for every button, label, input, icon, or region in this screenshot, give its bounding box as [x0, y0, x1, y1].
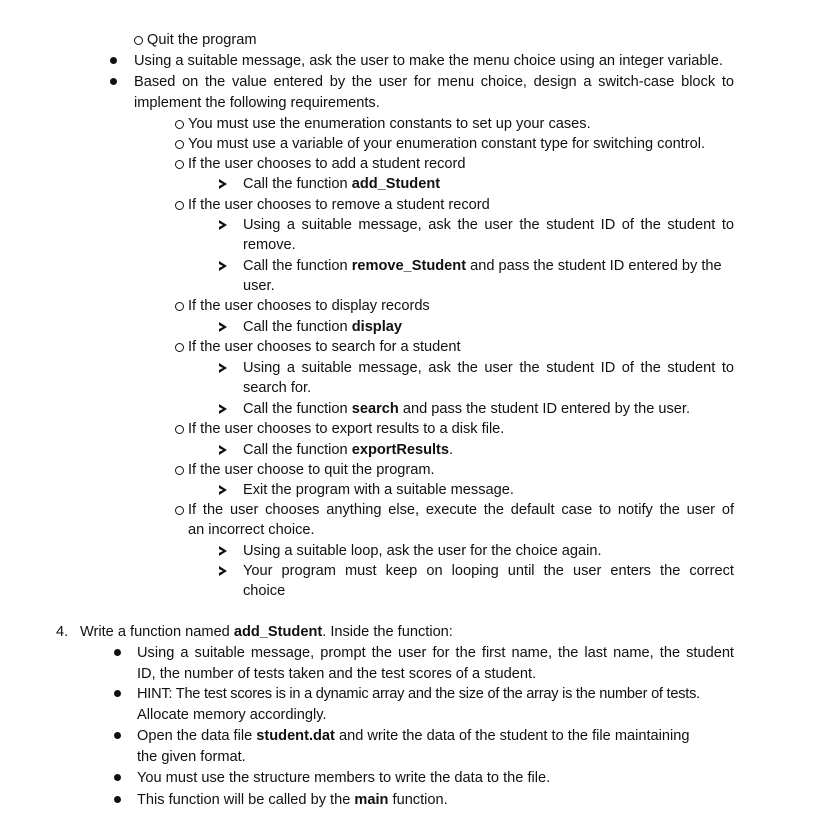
list-number: 4.: [56, 624, 69, 640]
text: Call the function: [243, 176, 352, 192]
text: Call the function: [243, 442, 352, 458]
line-ask-id-search-cont: search for.: [243, 380, 312, 396]
line-call-remove-student-cont: user.: [243, 278, 275, 294]
text: Call the function: [243, 401, 352, 417]
line-ask-id-search: Using a suitable message, ask the user the student ID of the student to: [243, 360, 734, 376]
circle-bullet-icon: [175, 302, 184, 311]
text: Call the function: [243, 319, 352, 335]
circle-bullet-icon: [175, 201, 184, 210]
arrow-bullet-icon: [219, 404, 227, 414]
line-open-file: [137, 726, 689, 746]
line-quit-choice: If the user choose to quit the program.: [188, 462, 435, 478]
arrow-bullet-icon: [219, 546, 227, 556]
bullet-icon: [114, 649, 121, 656]
bullet-icon: [110, 57, 117, 64]
line-display-records: If the user chooses to display records: [188, 298, 430, 314]
text: .: [449, 442, 454, 458]
line-exit-program: Exit the program with a suitable message.: [243, 482, 514, 498]
line-structure-members: You must use the structure members to write the data to the file.: [137, 770, 551, 786]
line-call-display: [243, 317, 402, 337]
line-write-add-student: [80, 622, 453, 642]
line-switch-case: Based on the value entered by the user for menu choice, design a switch-case block to: [134, 74, 734, 90]
arrow-bullet-icon: [219, 261, 227, 271]
bullet-icon: [114, 796, 121, 803]
arrow-bullet-icon: [219, 322, 227, 332]
line-keep-looping-cont: choice: [243, 583, 286, 599]
line-prompt-user-cont: ID, the number of tests taken and the test scores of a student.: [137, 666, 537, 682]
bullet-icon: [114, 774, 121, 781]
line-export-results: If the user chooses to export results to a disk file.: [188, 421, 505, 437]
text: and pass the student ID entered by the: [466, 258, 722, 274]
text: and write the data of the student to the file maintaining: [334, 728, 690, 744]
line-add-record: If the user chooses to add a student record: [188, 156, 466, 172]
line-enum-variable: You must use a variable of your enumeration constant type for switching control.: [188, 136, 706, 152]
arrow-bullet-icon: [219, 445, 227, 455]
line-keep-looping: Your program must keep on looping until the user enters the correct: [243, 563, 734, 579]
arrow-bullet-icon: [219, 566, 227, 576]
circle-bullet-icon: [175, 160, 184, 169]
circle-bullet-icon: [175, 140, 184, 149]
line-enum-constants: You must use the enumeration constants to set up your cases.: [188, 116, 591, 132]
line-quit-program: Quit the program: [147, 32, 257, 48]
text: and pass the student ID entered by the user.: [398, 401, 691, 417]
circle-bullet-icon: [175, 466, 184, 475]
text: . Inside the function:: [322, 624, 453, 640]
function-name: remove_Student: [351, 258, 467, 274]
line-loop-ask: Using a suitable loop, ask the user for the choice again.: [243, 543, 602, 559]
line-call-export: [243, 440, 453, 460]
circle-bullet-icon: [175, 343, 184, 352]
line-switch-case-cont: implement the following requirements.: [134, 95, 380, 111]
function-name: add_Student: [233, 624, 323, 640]
text: This function will be called by the: [137, 792, 355, 808]
bullet-icon: [110, 78, 117, 85]
arrow-bullet-icon: [219, 363, 227, 373]
circle-bullet-icon: [175, 120, 184, 129]
circle-bullet-icon: [175, 425, 184, 434]
line-ask-id-remove: Using a suitable message, ask the user the student ID of the student to: [243, 217, 734, 233]
line-menu-choice: Using a suitable message, ask the user to make the menu choice using an integer variable.: [134, 53, 723, 69]
line-called-by-main: [137, 790, 448, 810]
line-call-add-student: [243, 174, 440, 194]
circle-bullet-icon: [134, 36, 143, 45]
arrow-bullet-icon: [219, 485, 227, 495]
line-call-search: [243, 399, 690, 419]
line-default-case: If the user chooses anything else, execute the default case to notify the user of: [188, 502, 734, 518]
line-search-student: If the user chooses to search for a student: [188, 339, 461, 355]
line-call-remove-student: [243, 256, 722, 276]
bullet-icon: [114, 690, 121, 697]
line-ask-id-remove-cont: remove.: [243, 237, 296, 253]
circle-bullet-icon: [175, 506, 184, 515]
text: function.: [388, 792, 448, 808]
function-name: display: [351, 319, 403, 335]
function-name: exportResults: [351, 442, 450, 458]
bullet-icon: [114, 732, 121, 739]
line-default-case-cont: an incorrect choice.: [188, 522, 315, 538]
function-name: search: [351, 401, 399, 417]
line-prompt-user: Using a suitable message, prompt the user for the first name, the last name, the student: [137, 645, 734, 661]
text: Call the function: [243, 258, 352, 274]
line-remove-record: If the user chooses to remove a student record: [188, 197, 490, 213]
arrow-bullet-icon: [219, 220, 227, 230]
line-hint: HINT: The test scores is in a dynamic array and the size of the array is the number of tests.: [137, 686, 700, 702]
file-name: student.dat: [256, 728, 335, 744]
function-name: add_Student: [351, 176, 441, 192]
function-name: main: [354, 792, 389, 808]
arrow-bullet-icon: [219, 179, 227, 189]
text: Open the data file: [137, 728, 257, 744]
text: Write a function named: [80, 624, 234, 640]
line-hint-cont: Allocate memory accordingly.: [137, 707, 327, 723]
line-open-file-cont: the given format.: [137, 749, 246, 765]
